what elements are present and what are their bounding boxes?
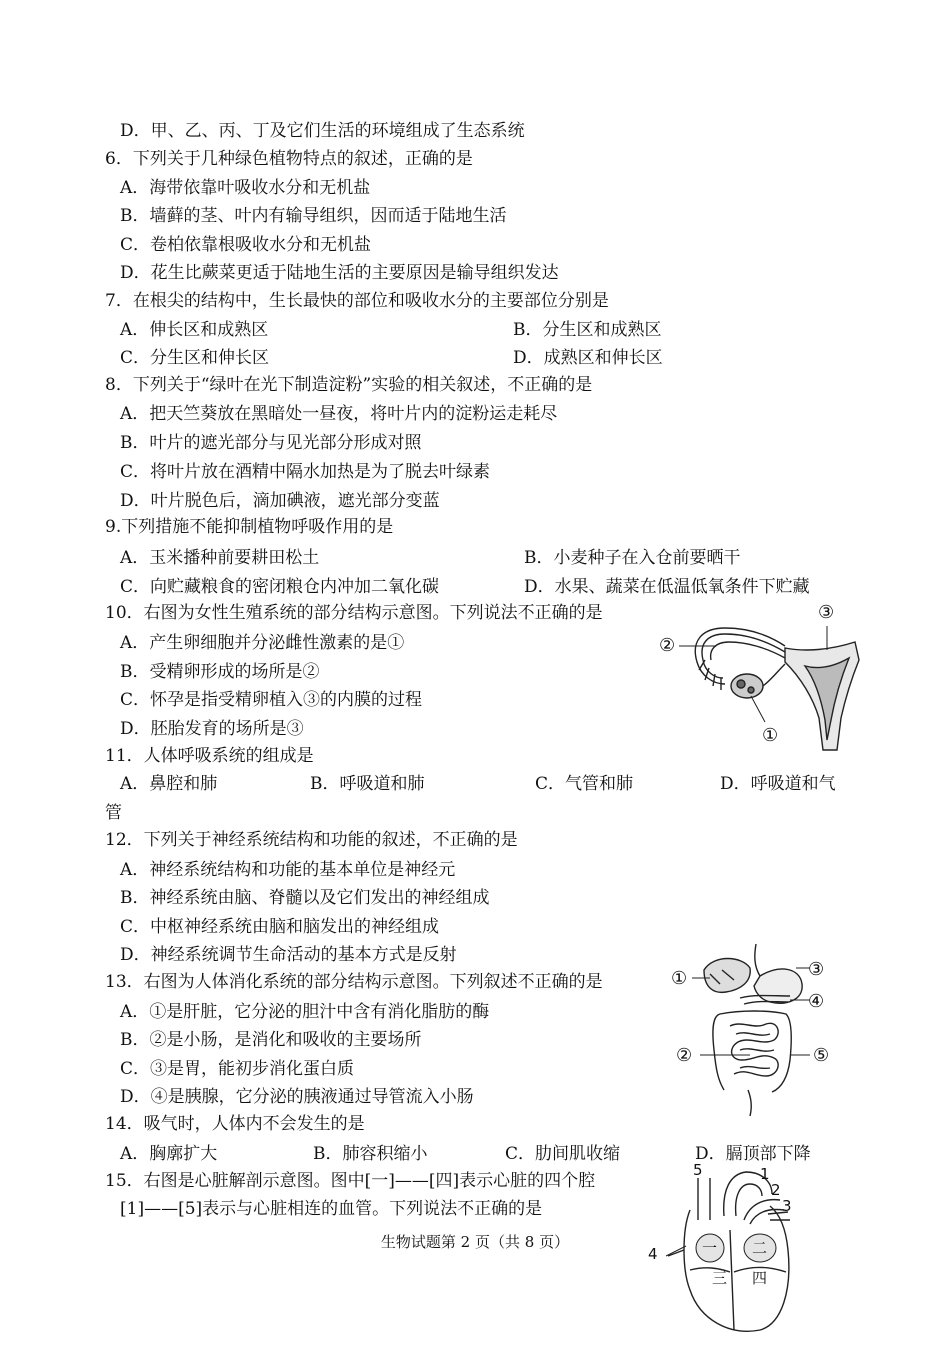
digestive-label-1: ①	[671, 968, 688, 989]
q10-option-a: A．产生卵细胞并分泌雌性激素的是①	[120, 633, 405, 653]
q13-option-b: B．②是小肠，是消化和吸收的主要场所	[120, 1030, 422, 1050]
heart-chamber-4: 四	[752, 1269, 768, 1287]
q7-option-b: B．分生区和成熟区	[513, 320, 662, 340]
q8-option-d: D．叶片脱色后，滴加碘液，遮光部分变蓝	[120, 491, 440, 511]
q11-option-b: B．呼吸道和肺	[310, 774, 425, 794]
q10-option-c: C．怀孕是指受精卵植入③的内膜的过程	[120, 690, 423, 710]
heart-chamber-3: 三	[712, 1269, 728, 1287]
question-15: 15．右图是心脏解剖示意图。图中[一]——[四]表示心脏的四个腔	[105, 1171, 596, 1191]
question-8: 8．下列关于“绿叶在光下制造淀粉”实验的相关叙述，不正确的是	[105, 375, 593, 395]
q6-option-b: B．墙藓的茎、叶内有输导组织，因而适于陆地生活	[120, 206, 507, 226]
q12-option-a: A．神经系统结构和功能的基本单位是神经元	[120, 860, 456, 880]
q9-option-c: C．向贮藏粮食的密闭粮仓内冲加二氧化碳	[120, 577, 440, 597]
q14-option-a: A．胸廓扩大	[120, 1144, 218, 1164]
q9-option-a: A．玉米播种前要耕田松土	[120, 548, 320, 568]
q8-option-a: A．把天竺葵放在黑暗处一昼夜，将叶片内的淀粉运走耗尽	[120, 404, 558, 424]
question-11: 11．人体呼吸系统的组成是	[105, 746, 314, 766]
question-14: 14．吸气时，人体内不会发生的是	[105, 1114, 365, 1134]
female-label-3: ③	[818, 602, 835, 623]
q12-option-c: C．中枢神经系统由脑和脑发出的神经组成	[120, 917, 440, 937]
heart-label-5: 5	[693, 1161, 703, 1179]
digestive-label-3: ③	[808, 959, 825, 980]
question-13: 13．右图为人体消化系统的部分结构示意图。下列叙述不正确的是	[105, 972, 603, 992]
heart-label-1: 1	[760, 1165, 770, 1183]
q13-option-d: D．④是胰腺，它分泌的胰液通过导管流入小肠	[120, 1087, 474, 1107]
heart-chamber-2: 二	[752, 1239, 768, 1257]
q6-option-a: A．海带依靠叶吸收水分和无机盐	[120, 178, 371, 198]
q8-option-c: C．将叶片放在酒精中隔水加热是为了脱去叶绿素	[120, 462, 491, 482]
q6-option-d: D．花生比蕨菜更适于陆地生活的主要原因是输导组织发达	[120, 263, 559, 283]
question-7: 7．在根尖的结构中，生长最快的部位和吸收水分的主要部位分别是	[105, 291, 609, 311]
question-9: 9.下列措施不能抑制植物呼吸作用的是	[105, 517, 394, 537]
q11-option-a: A．鼻腔和肺	[120, 774, 218, 794]
question-10: 10．右图为女性生殖系统的部分结构示意图。下列说法不正确的是	[105, 603, 603, 623]
q14-option-c: C．肋间肌收缩	[505, 1144, 621, 1164]
heart-label-4: 4	[648, 1245, 658, 1263]
q9-option-b: B．小麦种子在入仓前要晒干	[524, 548, 741, 568]
q8-option-b: B．叶片的遮光部分与见光部分形成对照	[120, 433, 422, 453]
q11-option-d: D．呼吸道和气	[720, 774, 836, 794]
q14-option-d: D．膈顶部下降	[695, 1144, 811, 1164]
digestive-label-5: ⑤	[813, 1045, 830, 1066]
female-label-2: ②	[659, 635, 676, 656]
q6-option-c: C．卷柏依靠根吸收水分和无机盐	[120, 235, 372, 255]
q7-option-a: A．伸长区和成熟区	[120, 320, 269, 340]
digestive-label-2: ②	[676, 1045, 693, 1066]
q10-option-b: B．受精卵形成的场所是②	[120, 662, 320, 682]
q14-option-b: B．肺容积缩小	[313, 1144, 428, 1164]
q10-option-d: D．胚胎发育的场所是③	[120, 719, 304, 739]
q11-option-d-wrap: 管	[105, 803, 122, 823]
q5-option-d: D．甲、乙、丙、丁及它们生活的环境组成了生态系统	[120, 121, 525, 141]
digestive-leader-lines	[660, 940, 840, 1080]
question-6: 6．下列关于几种绿色植物特点的叙述，正确的是	[105, 149, 473, 169]
heart-label-3: 3	[782, 1197, 792, 1215]
q12-option-d: D．神经系统调节生命活动的基本方式是反射	[120, 945, 457, 965]
q13-option-c: C．③是胃，能初步消化蛋白质	[120, 1059, 355, 1079]
q7-option-c: C．分生区和伸长区	[120, 348, 270, 368]
female-label-1: ①	[762, 725, 779, 746]
q9-option-d: D．水果、蔬菜在低温低氧条件下贮藏	[524, 577, 810, 597]
q12-option-b: B．神经系统由脑、脊髓以及它们发出的神经组成	[120, 888, 490, 908]
page-footer: 生物试题第 2 页（共 8 页）	[380, 1233, 570, 1251]
question-15-line-2: [1]——[5]表示与心脏相连的血管。下列说法不正确的是	[120, 1199, 543, 1219]
heart-chamber-1: 一	[702, 1239, 718, 1257]
heart-label-2: 2	[771, 1181, 781, 1199]
question-12: 12．下列关于神经系统结构和功能的叙述，不正确的是	[105, 830, 518, 850]
q11-option-c: C．气管和肺	[535, 774, 634, 794]
q13-option-a: A．①是肝脏，它分泌的胆汁中含有消化脂肪的酶	[120, 1002, 490, 1022]
digestive-label-4: ④	[808, 991, 825, 1012]
q7-option-d: D．成熟区和伸长区	[513, 348, 663, 368]
